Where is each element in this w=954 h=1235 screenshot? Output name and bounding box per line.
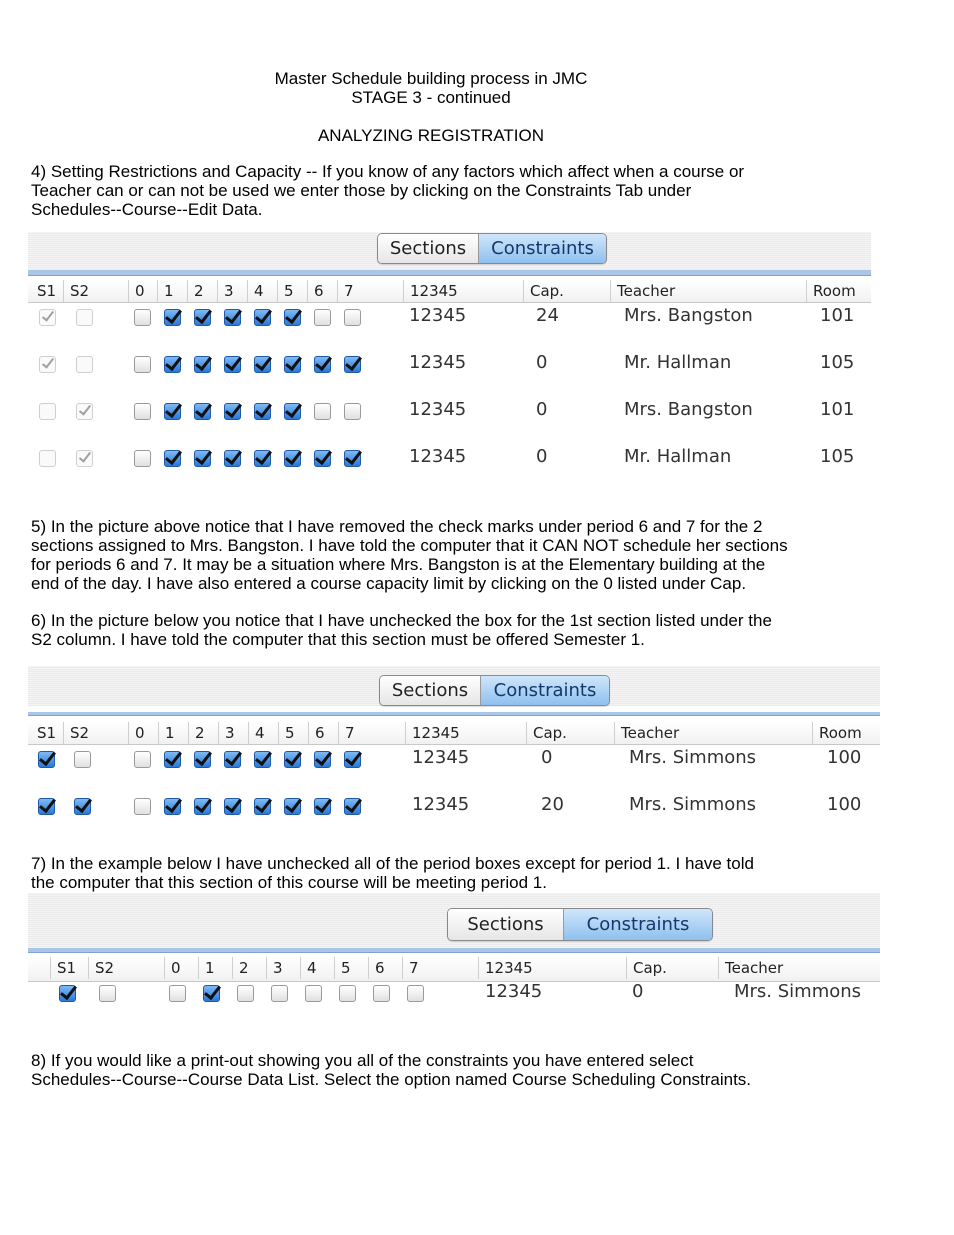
- period-7-checkbox[interactable]: [344, 403, 361, 420]
- period-2-checkbox[interactable]: [194, 356, 211, 373]
- room-value[interactable]: 100: [827, 794, 862, 815]
- col-period-6[interactable]: 6: [308, 722, 338, 744]
- period-3-checkbox[interactable]: [224, 356, 241, 373]
- col-days[interactable]: 12345: [405, 722, 526, 744]
- cap-value[interactable]: 0: [632, 981, 644, 1002]
- col-s2[interactable]: S2: [63, 280, 101, 302]
- col-period-3[interactable]: 3: [218, 722, 248, 744]
- col-period-5[interactable]: 5: [278, 722, 308, 744]
- col-period-2[interactable]: 2: [187, 280, 217, 302]
- col-s2[interactable]: S2: [88, 957, 128, 979]
- days-value[interactable]: 12345: [409, 352, 467, 373]
- s2-checkbox[interactable]: [74, 751, 91, 768]
- col-period-1[interactable]: 1: [198, 957, 232, 979]
- col-s1[interactable]: S1: [37, 282, 57, 300]
- s2-checkbox[interactable]: [76, 309, 93, 326]
- period-5-checkbox[interactable]: [284, 309, 301, 326]
- col-period-0[interactable]: 0: [128, 722, 158, 744]
- col-s2[interactable]: S2: [63, 722, 101, 744]
- room-value[interactable]: 100: [827, 747, 862, 768]
- period-2-checkbox[interactable]: [237, 985, 254, 1002]
- period-1-checkbox[interactable]: [164, 450, 181, 467]
- tab-constraints[interactable]: Constraints: [479, 234, 606, 263]
- period-0-checkbox[interactable]: [134, 356, 151, 373]
- days-value[interactable]: 12345: [485, 981, 543, 1002]
- period-0-checkbox[interactable]: [134, 798, 151, 815]
- room-value[interactable]: 101: [820, 305, 855, 326]
- s2-checkbox[interactable]: [76, 403, 93, 420]
- s1-checkbox[interactable]: [39, 450, 56, 467]
- tab-constraints[interactable]: Constraints: [564, 909, 712, 940]
- period-7-checkbox[interactable]: [344, 798, 361, 815]
- period-5-checkbox[interactable]: [284, 356, 301, 373]
- col-period-7[interactable]: 7: [338, 722, 368, 744]
- period-2-checkbox[interactable]: [194, 450, 211, 467]
- period-7-checkbox[interactable]: [344, 751, 361, 768]
- period-3-checkbox[interactable]: [224, 403, 241, 420]
- period-2-checkbox[interactable]: [194, 309, 211, 326]
- period-3-checkbox[interactable]: [224, 450, 241, 467]
- col-period-2[interactable]: 2: [232, 957, 266, 979]
- period-6-checkbox[interactable]: [373, 985, 390, 1002]
- s1-checkbox[interactable]: [39, 403, 56, 420]
- period-5-checkbox[interactable]: [284, 798, 301, 815]
- period-7-checkbox[interactable]: [344, 309, 361, 326]
- period-2-checkbox[interactable]: [194, 403, 211, 420]
- period-4-checkbox[interactable]: [254, 403, 271, 420]
- room-value[interactable]: 101: [820, 399, 855, 420]
- period-4-checkbox[interactable]: [254, 309, 271, 326]
- col-period-2[interactable]: 2: [188, 722, 218, 744]
- period-1-checkbox[interactable]: [164, 798, 181, 815]
- constraints-screenshot-2: [28, 666, 880, 836]
- col-period-4[interactable]: 4: [248, 722, 278, 744]
- tab-sections[interactable]: Sections: [380, 676, 481, 705]
- teacher-name[interactable]: Mrs. Simmons: [629, 794, 757, 815]
- period-6-checkbox[interactable]: [314, 309, 331, 326]
- cap-value[interactable]: 24: [536, 305, 559, 326]
- col-s1[interactable]: S1: [50, 957, 88, 979]
- tab-constraints[interactable]: Constraints: [481, 676, 609, 705]
- teacher-name[interactable]: Mrs. Bangston: [624, 305, 753, 326]
- cap-value[interactable]: 0: [541, 747, 553, 768]
- col-period-7[interactable]: 7: [337, 280, 367, 302]
- toolbar-divider: [28, 948, 880, 953]
- col-period-4[interactable]: 4: [247, 280, 277, 302]
- col-period-0[interactable]: 0: [164, 957, 198, 979]
- s2-checkbox[interactable]: [76, 356, 93, 373]
- period-3-checkbox[interactable]: [224, 751, 241, 768]
- period-5-checkbox[interactable]: [284, 450, 301, 467]
- s1-checkbox[interactable]: [39, 309, 56, 326]
- col-period-6[interactable]: 6: [307, 280, 337, 302]
- teacher-name[interactable]: Mr. Hallman: [624, 352, 732, 373]
- col-teacher[interactable]: Teacher: [614, 722, 812, 744]
- teacher-name[interactable]: Mr. Hallman: [624, 446, 732, 467]
- s2-checkbox[interactable]: [99, 985, 116, 1002]
- tab-group: [377, 233, 607, 264]
- period-4-checkbox[interactable]: [254, 798, 271, 815]
- teacher-name[interactable]: Mrs. Bangston: [624, 399, 753, 420]
- s1-checkbox[interactable]: [38, 798, 55, 815]
- period-0-checkbox[interactable]: [169, 985, 186, 1002]
- table-header: [28, 722, 880, 745]
- col-cap[interactable]: Cap.: [626, 957, 718, 979]
- col-period-3[interactable]: 3: [266, 957, 300, 979]
- constraints-screenshot-3: [28, 893, 880, 1033]
- col-period-5[interactable]: 5: [277, 280, 307, 302]
- col-period-3[interactable]: 3: [217, 280, 247, 302]
- col-days[interactable]: 12345: [478, 957, 626, 979]
- period-3-checkbox[interactable]: [224, 798, 241, 815]
- period-5-checkbox[interactable]: [284, 751, 301, 768]
- period-0-checkbox[interactable]: [134, 450, 151, 467]
- col-room[interactable]: Room: [812, 722, 880, 744]
- col-period-0[interactable]: 0: [128, 280, 157, 302]
- period-4-checkbox[interactable]: [254, 356, 271, 373]
- col-period-1[interactable]: 1: [157, 280, 187, 302]
- days-value[interactable]: 12345: [412, 794, 470, 815]
- constraints-screenshot-1: [28, 232, 871, 487]
- period-1-checkbox[interactable]: [164, 751, 181, 768]
- table-header: [28, 280, 871, 303]
- period-2-checkbox[interactable]: [194, 798, 211, 815]
- s1-checkbox[interactable]: [38, 751, 55, 768]
- section-title: ANALYZING REGISTRATION: [317, 126, 545, 145]
- period-6-checkbox[interactable]: [314, 751, 331, 768]
- s2-checkbox[interactable]: [76, 450, 93, 467]
- period-6-checkbox[interactable]: [314, 450, 331, 467]
- s2-checkbox[interactable]: [74, 798, 91, 815]
- paragraph-8: 8) If you would like a print-out showing you all of the constraints you have entered select Schedules--Course--Course Data List. Select the option named Course Scheduling Constraints.: [31, 1051, 752, 1089]
- period-7-checkbox[interactable]: [344, 450, 361, 467]
- period-2-checkbox[interactable]: [194, 751, 211, 768]
- period-7-checkbox[interactable]: [407, 985, 424, 1002]
- col-cap[interactable]: Cap.: [523, 280, 610, 302]
- cap-value[interactable]: 0: [536, 446, 548, 467]
- period-1-checkbox[interactable]: [164, 356, 181, 373]
- tab-sections[interactable]: Sections: [448, 909, 564, 940]
- toolbar-divider: [28, 270, 871, 276]
- room-value[interactable]: 105: [820, 446, 855, 467]
- cap-value[interactable]: 20: [541, 794, 564, 815]
- period-0-checkbox[interactable]: [134, 309, 151, 326]
- col-teacher[interactable]: Teacher: [718, 957, 880, 979]
- col-cap[interactable]: Cap.: [526, 722, 614, 744]
- s1-checkbox[interactable]: [39, 356, 56, 373]
- s1-checkbox[interactable]: [59, 985, 76, 1002]
- col-period-6[interactable]: 6: [368, 957, 402, 979]
- col-period-5[interactable]: 5: [334, 957, 368, 979]
- col-period-7[interactable]: 7: [402, 957, 436, 979]
- doc-subtitle: STAGE 3 - continued: [351, 88, 511, 107]
- days-value[interactable]: 12345: [412, 747, 470, 768]
- days-value[interactable]: 12345: [409, 305, 467, 326]
- period-1-checkbox[interactable]: [164, 309, 181, 326]
- room-value[interactable]: 105: [820, 352, 855, 373]
- col-days[interactable]: 12345: [403, 280, 523, 302]
- doc-title: Master Schedule building process in JMC: [274, 69, 588, 88]
- period-7-checkbox[interactable]: [344, 356, 361, 373]
- paragraph-7: 7) In the example below I have unchecked all of the period boxes except for period 1. I have told the computer that this section of this course will be meeting period 1.: [31, 854, 754, 892]
- days-value[interactable]: 12345: [409, 399, 467, 420]
- period-1-checkbox[interactable]: [164, 403, 181, 420]
- paragraph-4: 4) Setting Restrictions and Capacity -- If you know of any factors which affect when a course or Teacher can or can not be used we enter those by clicking on the Constraints Tab under Schedules--Course--Edit Data.: [31, 162, 745, 219]
- col-teacher[interactable]: Teacher: [610, 280, 806, 302]
- period-6-checkbox[interactable]: [314, 798, 331, 815]
- teacher-name[interactable]: Mrs. Simmons: [734, 981, 862, 1002]
- period-0-checkbox[interactable]: [134, 751, 151, 768]
- col-period-4[interactable]: 4: [300, 957, 334, 979]
- period-0-checkbox[interactable]: [134, 403, 151, 420]
- period-3-checkbox[interactable]: [271, 985, 288, 1002]
- period-3-checkbox[interactable]: [224, 309, 241, 326]
- period-5-checkbox[interactable]: [284, 403, 301, 420]
- cap-value[interactable]: 0: [536, 399, 548, 420]
- tab-group: [447, 908, 713, 941]
- teacher-name[interactable]: Mrs. Simmons: [629, 747, 757, 768]
- col-room[interactable]: Room: [806, 280, 871, 302]
- period-4-checkbox[interactable]: [254, 751, 271, 768]
- period-5-checkbox[interactable]: [339, 985, 356, 1002]
- col-s1[interactable]: S1: [37, 724, 57, 742]
- cap-value[interactable]: 0: [536, 352, 548, 373]
- period-6-checkbox[interactable]: [314, 356, 331, 373]
- period-1-checkbox[interactable]: [203, 985, 220, 1002]
- tab-sections[interactable]: Sections: [378, 234, 479, 263]
- paragraph-6: 6) In the picture below you notice that I have unchecked the box for the 1st section listed under the S2 column. I have told the computer that this section must be offered Semester 1.: [31, 611, 772, 649]
- toolbar-divider: [28, 712, 880, 716]
- days-value[interactable]: 12345: [409, 446, 467, 467]
- table-header: [28, 957, 880, 982]
- period-4-checkbox[interactable]: [254, 450, 271, 467]
- paragraph-5: 5) In the picture above notice that I have removed the check marks under period 6 and 7 for the 2 sections assigned to Mrs. Bangston. I have told the computer that it CAN NOT schedule her sections for periods 6 and 7. It may be a situation where Mrs. Bangston is at the Elementary building at the end of the day. I have also entered a course capacity limit by clicking on the 0 listed under Cap.: [31, 517, 788, 593]
- period-4-checkbox[interactable]: [305, 985, 322, 1002]
- col-period-1[interactable]: 1: [158, 722, 188, 744]
- period-6-checkbox[interactable]: [314, 403, 331, 420]
- tab-group: [379, 675, 610, 706]
